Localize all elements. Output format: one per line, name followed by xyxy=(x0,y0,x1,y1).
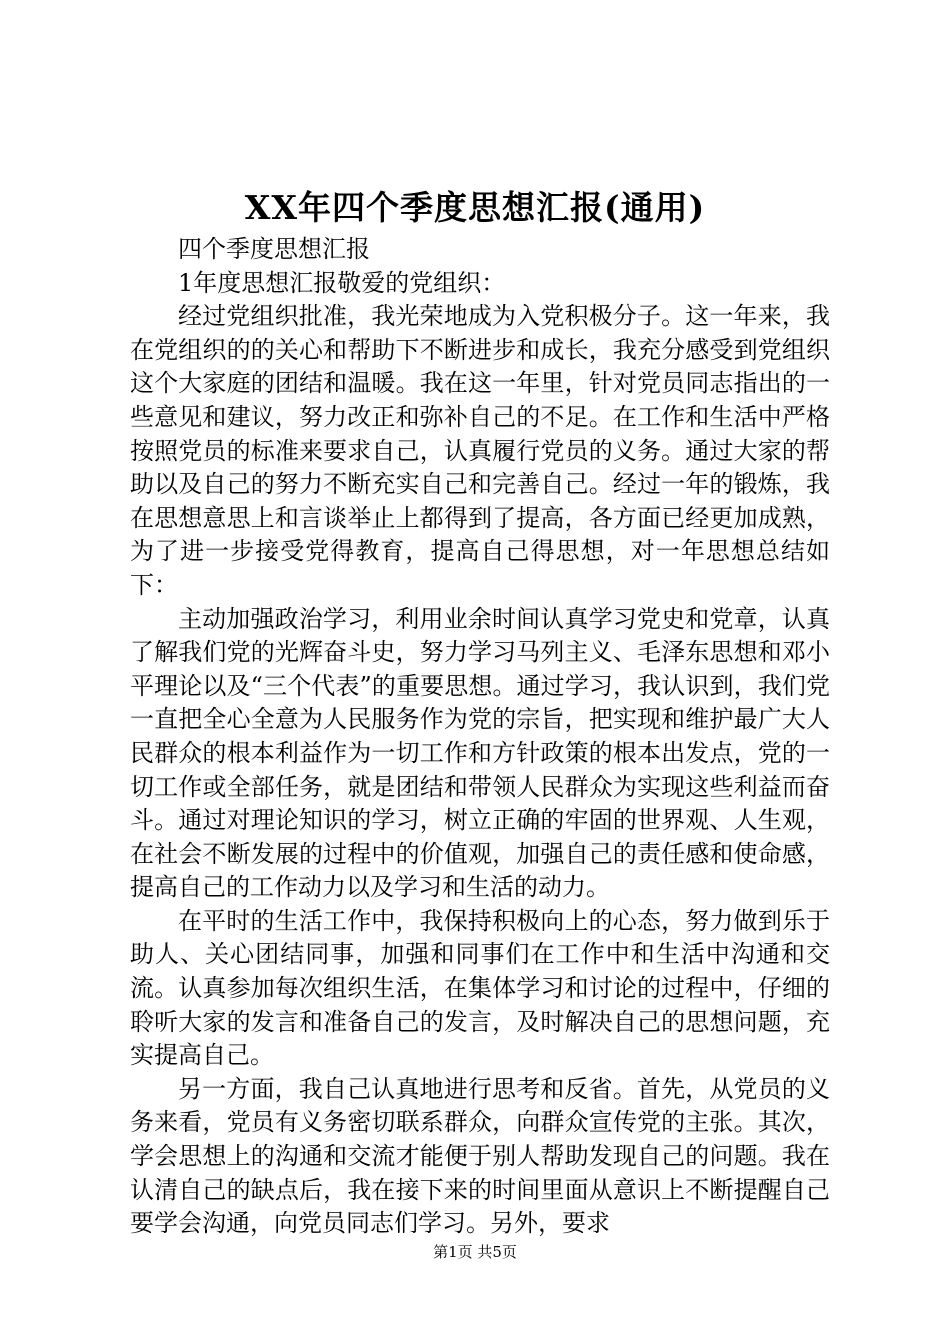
paragraph: 另一方面，我自己认真地进行思考和反省。首先，从党员的义务来看，党员有义务密切联系群众，向群众宣传党的主张。其次，学会思想上的沟通和交流才能便于别人帮助发现自己的问题。我在认清自己的缺点后，我在接下来的时间里面从意识上不断提醒自己要学会沟通，向党员同志们学习。另外，要求 xyxy=(130,1074,830,1238)
document-title: XX年四个季度思想汇报(通用) xyxy=(244,188,706,227)
document-body xyxy=(130,233,830,1241)
paragraph: 经过党组织批准，我光荣地成为入党积极分子。这一年来，我在党组织的的关心和帮助下不断进步和成长，我充分感受到党组织这个大家庭的团结和温暖。我在这一年里，针对党员同志指出的一些意见和建议，努力改正和弥补自己的不足。在工作和生活中严格按照党员的标准来要求自己，认真履行党员的义务。通过大家的帮助以及自己的努力不断充实自己和完善自己。经过一年的锻炼，我在思想意思上和言谈举止上都得到了提高，各方面已经更加成熟，为了进一步接受党得教育，提高自己得思想，对一年思想总结如下： xyxy=(130,302,830,599)
paragraph-heading: 四个季度思想汇报 xyxy=(178,235,370,263)
paragraph: 在平时的生活工作中，我保持积极向上的心态，努力做到乐于助人、关心团结同事，加强和同事们在工作中和生活中沟通和交流。认真参加每次组织生活，在集体学习和讨论的过程中，仔细的聆听大家的发言和准备自己的发言，及时解决自己的思想问题，充实提高自己。 xyxy=(130,906,830,1070)
paragraph: 主动加强政治学习，利用业余时间认真学习党史和党章，认真了解我们党的光辉奋斗史，努力学习马列主义、毛泽东思想和邓小平理论以及“三个代表”的重要思想。通过学习，我认识到，我们党一直把全心全意为人民服务作为党的宗旨，把实现和维护最广大人民群众的根本利益作为一切工作和方针政策的根本出发点，党的一切工作或全部任务，就是团结和带领人民群众为实现这些利益而奋斗。通过对理论知识的学习，树立正确的牢固的世界观、人生观，在社会不断发展的过程中的价值观，加强自己的责任感和使命感，提高自己的工作动力以及学习和生活的动力。 xyxy=(130,604,830,902)
paragraph-salutation: 1年度思想汇报敬爱的党组织： xyxy=(178,268,506,297)
page-number-footer: 第1页 共5页 xyxy=(433,1243,517,1261)
